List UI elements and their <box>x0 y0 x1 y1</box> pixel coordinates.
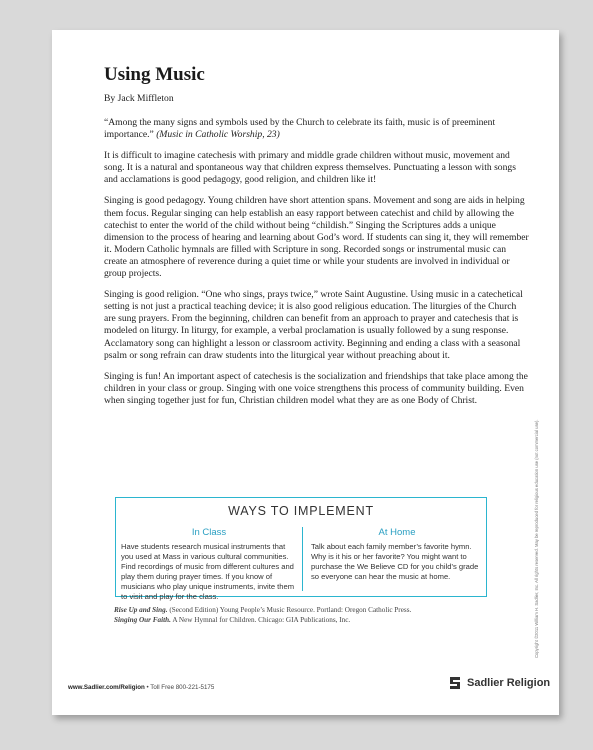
box-title: WAYS TO IMPLEMENT <box>228 504 374 518</box>
at-home-column <box>311 527 483 582</box>
copyright-notice: Copyright ©2011 William H. Sadlier, Inc. All rights reserved. May be reproduced for religious education use (not commercial use). <box>534 419 539 658</box>
references <box>114 606 534 625</box>
footer-website-link[interactable]: www.Sadlier.com/Religion <box>68 684 145 691</box>
sadlier-logo <box>447 675 550 691</box>
quote-text: “Among the many signs and symbols used by the Church to celebrate its faith, music is of preeminent importance.” <box>104 117 496 141</box>
paragraph-pedagogy: Singing is good pedagogy. Young children have short attention spans. Movement and song are aids in helping them focus. Regular singing can help establish an easy rapport between catechist and child by allowing the catechist to enter the world of the child without being “childish.” Singing the Scriptures adds a unique dimension to the process of hearing and learning about God’s word. If students can sing it, they will remember it. Modern Catholic hymnals are filled with Scripture in song. Recorded songs or instrumental music can create an atmosphere of reverence during a quiet time or while your students are involved in individual or group projects. <box>104 195 529 280</box>
footer-phone: Toll Free 800-221-5175 <box>150 684 215 691</box>
page-title: Using Music <box>104 64 205 85</box>
column-divider <box>302 527 303 591</box>
paragraph-fun: Singing is fun! An important aspect of catechesis is the socialization and friendships that take place among the children in your class or group. Singing with one voice strengthens this process of community building. Even when singing together just for fun, Christian children model what they are as one Body of Christ. <box>104 370 528 406</box>
reference-item <box>114 616 534 626</box>
at-home-body: Talk about each family member’s favorite hymn. Why is it his or her favorite? You might want to purchase the We Believe CD for you child’s grade so everyone can hear the music at home. <box>311 542 479 581</box>
in-class-column <box>121 527 297 602</box>
in-class-body: Have students research musical instruments that you used at Mass in various cultural communities. Find recordings of music from different cultures and play them during prayer times. If you know of musicians who play unique instruments, invite them to visit and play for the class. <box>121 542 295 601</box>
reference-detail: (Second Edition) Young People’s Music Resource. Portland: Oregon Catholic Press. <box>167 606 412 614</box>
logo-text: Sadlier Religion <box>467 677 551 689</box>
sadlier-s-mark-icon <box>447 675 463 691</box>
article <box>104 64 529 407</box>
reference-item <box>114 606 534 616</box>
in-class-heading: In Class <box>191 527 227 538</box>
ways-to-implement-box <box>115 497 487 601</box>
reference-title: Rise Up and Sing. <box>114 606 168 614</box>
author-byline: By Jack Miffleton <box>104 93 174 104</box>
document-page <box>52 30 559 715</box>
footer-separator: • <box>144 684 151 691</box>
reference-title: Singing Our Faith. <box>114 615 171 624</box>
footer-contact <box>68 684 214 691</box>
paragraph-religion: Singing is good religion. “One who sings, prays twice,” wrote Saint Augustine. Using music in a catechetical setting is not just a practical teaching device; it is also good religious education. The liturgies of the Church are sung prayers. From the beginning, children can benefit from an approach to prayer and catechesis that is modeled on liturgy. In liturgy, for example, a verbal proclamation is usually followed by a sung response. Acclamatory song can highlight a lesson or classroom activity. Beginning and ending a class with a seasonal psalm or song refrain can draw students into the liturgical year without preaching about it. <box>104 289 523 361</box>
at-home-heading: At Home <box>378 527 416 538</box>
quote-source: (Music in Catholic Worship, 23) <box>156 129 280 141</box>
opening-quote <box>104 117 529 141</box>
paragraph-intro: It is difficult to imagine catechesis with primary and middle grade children without music, movement and song. It is a natural and spontaneous way that children express themselves. Punctuating a lesson with songs and acclamations is good pedagogy, good religion, and children like it! <box>104 150 516 186</box>
reference-detail: A New Hymnal for Children. Chicago: GIA Publications, Inc. <box>170 615 351 624</box>
